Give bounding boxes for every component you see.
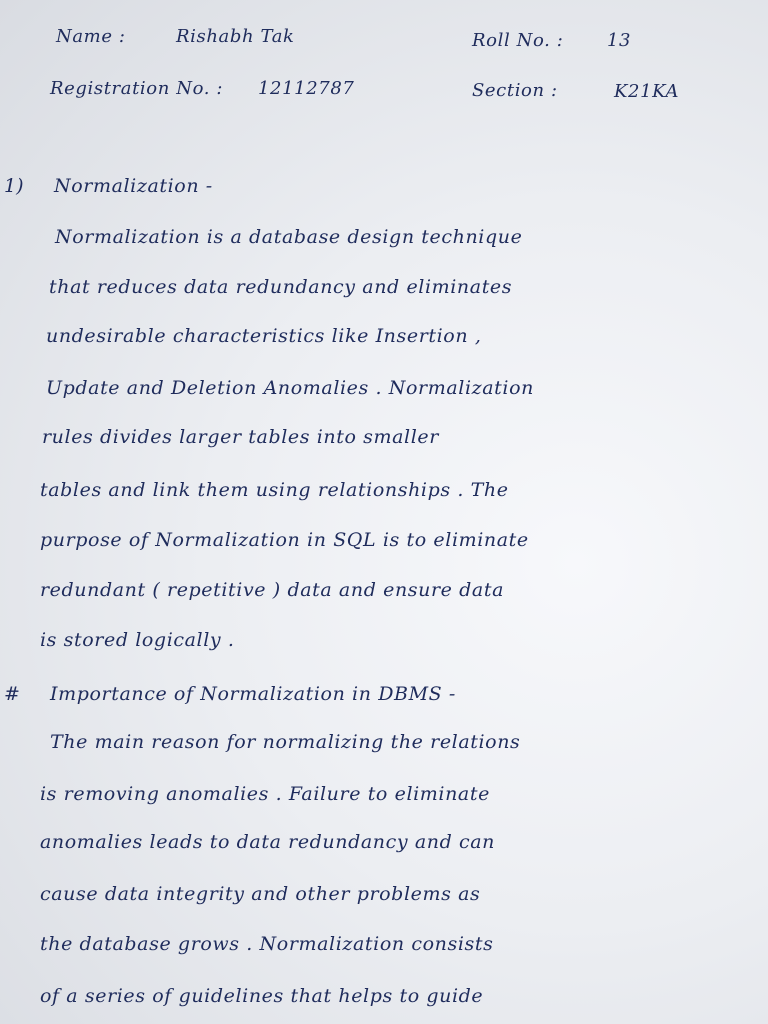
paragraph-line: undesirable characteristics like Insertion , xyxy=(46,325,482,347)
name-value: Rishabh Tak xyxy=(176,26,295,47)
paragraph-line: tables and link them using relationships . The xyxy=(40,479,509,501)
paragraph-line: rules divides larger tables into smaller xyxy=(42,426,439,448)
section-value: K21KA xyxy=(614,81,680,102)
section-label: Section : xyxy=(472,80,558,101)
registration-label: Registration No. : xyxy=(50,78,224,99)
name-label: Name : xyxy=(56,26,126,47)
paragraph-line: redundant ( repetitive ) data and ensure data xyxy=(40,579,504,601)
paragraph-line: Update and Deletion Anomalies . Normalization xyxy=(46,377,534,399)
hash-bullet: # xyxy=(4,683,20,705)
section-heading-importance: Importance of Normalization in DBMS - xyxy=(50,683,456,705)
paragraph-line: Normalization is a database design technique xyxy=(55,226,523,248)
paragraph-line: cause data integrity and other problems as xyxy=(40,883,481,905)
paragraph-line: purpose of Normalization in SQL is to eliminate xyxy=(40,529,529,551)
paragraph-line: the database grows . Normalization consists xyxy=(40,933,494,955)
paragraph-line: anomalies leads to data redundancy and can xyxy=(40,831,496,853)
section-heading-normalization: Normalization - xyxy=(54,175,213,197)
registration-value: 12112787 xyxy=(258,78,355,99)
paragraph-line: of a series of guidelines that helps to guide xyxy=(40,985,484,1007)
roll-label: Roll No. : xyxy=(472,30,564,51)
paragraph-line: is removing anomalies . Failure to eliminate xyxy=(40,783,490,805)
paragraph-line: is stored logically . xyxy=(40,629,235,651)
paragraph-line: The main reason for normalizing the relations xyxy=(50,731,521,753)
paragraph-line: that reduces data redundancy and eliminates xyxy=(49,276,513,298)
question-number: 1) xyxy=(4,175,24,197)
roll-value: 13 xyxy=(607,30,632,51)
